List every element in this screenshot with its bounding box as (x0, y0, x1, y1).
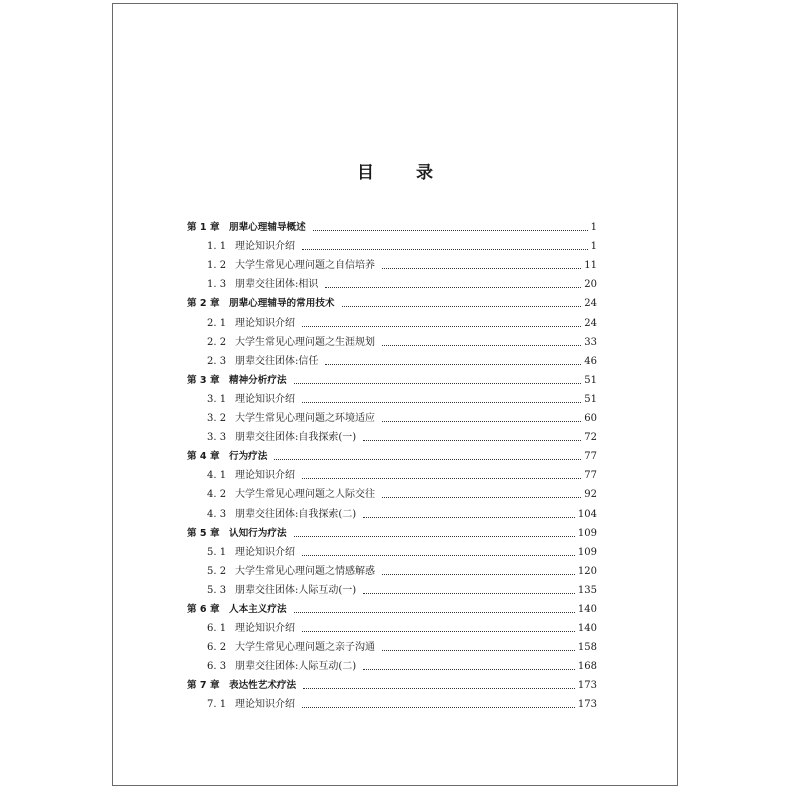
toc-section-row[interactable] (187, 310, 597, 329)
dot-leader (303, 688, 575, 689)
toc-section-row[interactable] (187, 692, 597, 711)
toc-page-number: 168 (577, 661, 597, 673)
toc-page-number: 135 (577, 584, 597, 596)
dot-leader (302, 707, 575, 708)
toc-page-number: 158 (577, 642, 597, 654)
toc-entry-number: 1. 2 (207, 260, 227, 272)
toc-entry-number: 3. 3 (207, 432, 227, 444)
toc-page-number: 77 (584, 470, 597, 482)
toc-entry-number: 1. 1 (207, 241, 227, 253)
toc-entry-title: 朋辈交往团体:自我探索(一) (235, 432, 357, 444)
toc-section-row[interactable] (187, 501, 597, 520)
dot-leader (382, 345, 581, 346)
toc-page-number: 109 (577, 546, 597, 558)
toc-chapter-row[interactable] (187, 521, 597, 540)
toc-entry-number: 4. 2 (207, 489, 227, 501)
toc-section-row[interactable] (187, 559, 597, 578)
dot-leader (302, 555, 575, 556)
toc-entry-title: 人本主义疗法 (229, 603, 287, 615)
toc-entry-title: 朋辈交往团体:人际互动(一) (235, 584, 357, 596)
toc-section-row[interactable] (187, 635, 597, 654)
toc-entry-number: 2. 1 (207, 317, 227, 329)
toc-chapter-row[interactable] (187, 368, 597, 387)
toc-entry-number: 3. 2 (207, 413, 227, 425)
toc-entry-title: 朋辈交往团体:相识 (235, 279, 319, 291)
toc-entry-title: 理论知识介绍 (235, 623, 295, 635)
toc-page-number: 1 (590, 241, 597, 253)
toc-chapter-row[interactable] (187, 215, 597, 234)
toc-section-row[interactable] (187, 330, 597, 349)
toc-page-number: 1 (590, 222, 597, 234)
toc-entry-number: 第 6 章 (187, 603, 220, 615)
toc-section-row[interactable] (187, 463, 597, 482)
toc-page-number: 11 (584, 260, 597, 272)
toc-section-row[interactable] (187, 482, 597, 501)
toc-entry-title: 朋辈交往团体:自我探索(二) (235, 508, 357, 520)
toc-entry-title: 理论知识介绍 (235, 546, 295, 558)
dot-leader (302, 631, 575, 632)
toc-entry-title: 朋辈交往团体:信任 (235, 355, 319, 367)
toc-section-row[interactable] (187, 234, 597, 253)
toc-entry-number: 2. 2 (207, 336, 227, 348)
dot-leader (302, 249, 588, 250)
toc-section-row[interactable] (187, 540, 597, 559)
toc-chapter-row[interactable] (187, 444, 597, 463)
toc-entry-title: 理论知识介绍 (235, 317, 295, 329)
toc-page-number: 72 (584, 432, 597, 444)
toc-entry-title: 精神分析疗法 (229, 374, 287, 386)
toc-entry-number: 6. 3 (207, 661, 227, 673)
toc-entry-number: 3. 1 (207, 393, 227, 405)
title-char-2: 录 (416, 163, 433, 183)
toc-entry-title: 朋辈交往团体:人际互动(二) (235, 661, 357, 673)
toc-entry-title: 大学生常见心理问题之亲子沟通 (235, 642, 375, 654)
toc-page-number: 24 (584, 317, 597, 329)
toc-page-number: 140 (577, 603, 597, 615)
toc-page-number: 104 (577, 508, 597, 520)
dot-leader (325, 287, 581, 288)
toc-entry-title: 朋辈心理辅导的常用技术 (229, 298, 335, 310)
toc-entry-number: 5. 1 (207, 546, 227, 558)
toc-entry-number: 4. 1 (207, 470, 227, 482)
toc-entry-number: 2. 3 (207, 355, 227, 367)
page-title (0, 158, 790, 183)
toc-page-number: 46 (584, 355, 597, 367)
toc-entry-title: 大学生常见心理问题之环境适应 (235, 413, 375, 425)
toc-entry-number: 5. 2 (207, 565, 227, 577)
toc-entry-number: 6. 1 (207, 623, 227, 635)
dot-leader (302, 402, 581, 403)
dot-leader (382, 421, 581, 422)
toc-page-number: 109 (577, 527, 597, 539)
toc-entry-number: 6. 2 (207, 642, 227, 654)
dot-leader (325, 364, 581, 365)
toc-page-number: 77 (584, 451, 597, 463)
toc-page-number: 51 (584, 393, 597, 405)
dot-leader (313, 230, 588, 231)
toc-section-row[interactable] (187, 616, 597, 635)
toc-entry-title: 大学生常见心理问题之人际交往 (235, 489, 375, 501)
toc-page-number: 24 (584, 298, 597, 310)
toc-section-row[interactable] (187, 425, 597, 444)
dot-leader (294, 612, 575, 613)
toc-entry-title: 理论知识介绍 (235, 393, 295, 405)
toc-entry-title: 大学生常见心理问题之生涯规划 (235, 336, 375, 348)
dot-leader (274, 459, 581, 460)
toc-page-number: 173 (577, 680, 597, 692)
dot-leader (382, 574, 575, 575)
toc-entry-title: 朋辈心理辅导概述 (229, 222, 306, 234)
toc-section-row[interactable] (187, 272, 597, 291)
toc-page-number: 140 (577, 623, 597, 635)
dot-leader (342, 306, 582, 307)
toc-section-row[interactable] (187, 578, 597, 597)
toc-page-number: 51 (584, 374, 597, 386)
toc-chapter-row[interactable] (187, 673, 597, 692)
toc-entry-number: 7. 1 (207, 699, 227, 711)
toc-entry-title: 理论知识介绍 (235, 699, 295, 711)
toc-page-number: 33 (584, 336, 597, 348)
dot-leader (363, 440, 581, 441)
dot-leader (294, 536, 575, 537)
dot-leader (382, 268, 581, 269)
toc-entry-title: 认知行为疗法 (229, 527, 287, 539)
toc-section-row[interactable] (187, 387, 597, 406)
toc-entry-title: 表达性艺术疗法 (229, 680, 297, 692)
dot-leader (363, 517, 575, 518)
toc-entry-title: 大学生常见心理问题之情感解惑 (235, 565, 375, 577)
dot-leader (302, 478, 581, 479)
toc-entry-number: 第 2 章 (187, 298, 220, 310)
toc-page-number: 20 (584, 279, 597, 291)
toc-chapter-row[interactable] (187, 291, 597, 310)
toc-chapter-row[interactable] (187, 597, 597, 616)
dot-leader (363, 669, 575, 670)
toc-section-row[interactable] (187, 654, 597, 673)
toc-page-number: 60 (584, 413, 597, 425)
dot-leader (382, 497, 581, 498)
toc-page-number: 173 (577, 699, 597, 711)
toc-entry-number: 5. 3 (207, 584, 227, 596)
toc-section-row[interactable] (187, 253, 597, 272)
table-of-contents (187, 215, 597, 711)
dot-leader (363, 593, 575, 594)
dot-leader (382, 650, 575, 651)
dot-leader (302, 326, 581, 327)
toc-entry-title: 行为疗法 (229, 451, 268, 463)
toc-entry-number: 第 1 章 (187, 222, 220, 234)
toc-entry-number: 4. 3 (207, 508, 227, 520)
toc-entry-number: 1. 3 (207, 279, 227, 291)
toc-page-number: 120 (577, 565, 597, 577)
toc-page-number: 92 (584, 489, 597, 501)
toc-section-row[interactable] (187, 349, 597, 368)
toc-entry-number: 第 3 章 (187, 374, 220, 386)
toc-entry-number: 第 4 章 (187, 451, 220, 463)
toc-entry-title: 理论知识介绍 (235, 241, 295, 253)
toc-entry-title: 大学生常见心理问题之自信培养 (235, 260, 375, 272)
dot-leader (294, 383, 582, 384)
toc-entry-title: 理论知识介绍 (235, 470, 295, 482)
toc-entry-number: 第 5 章 (187, 527, 220, 539)
title-char-1: 目 (357, 163, 374, 183)
toc-section-row[interactable] (187, 406, 597, 425)
toc-entry-number: 第 7 章 (187, 680, 220, 692)
